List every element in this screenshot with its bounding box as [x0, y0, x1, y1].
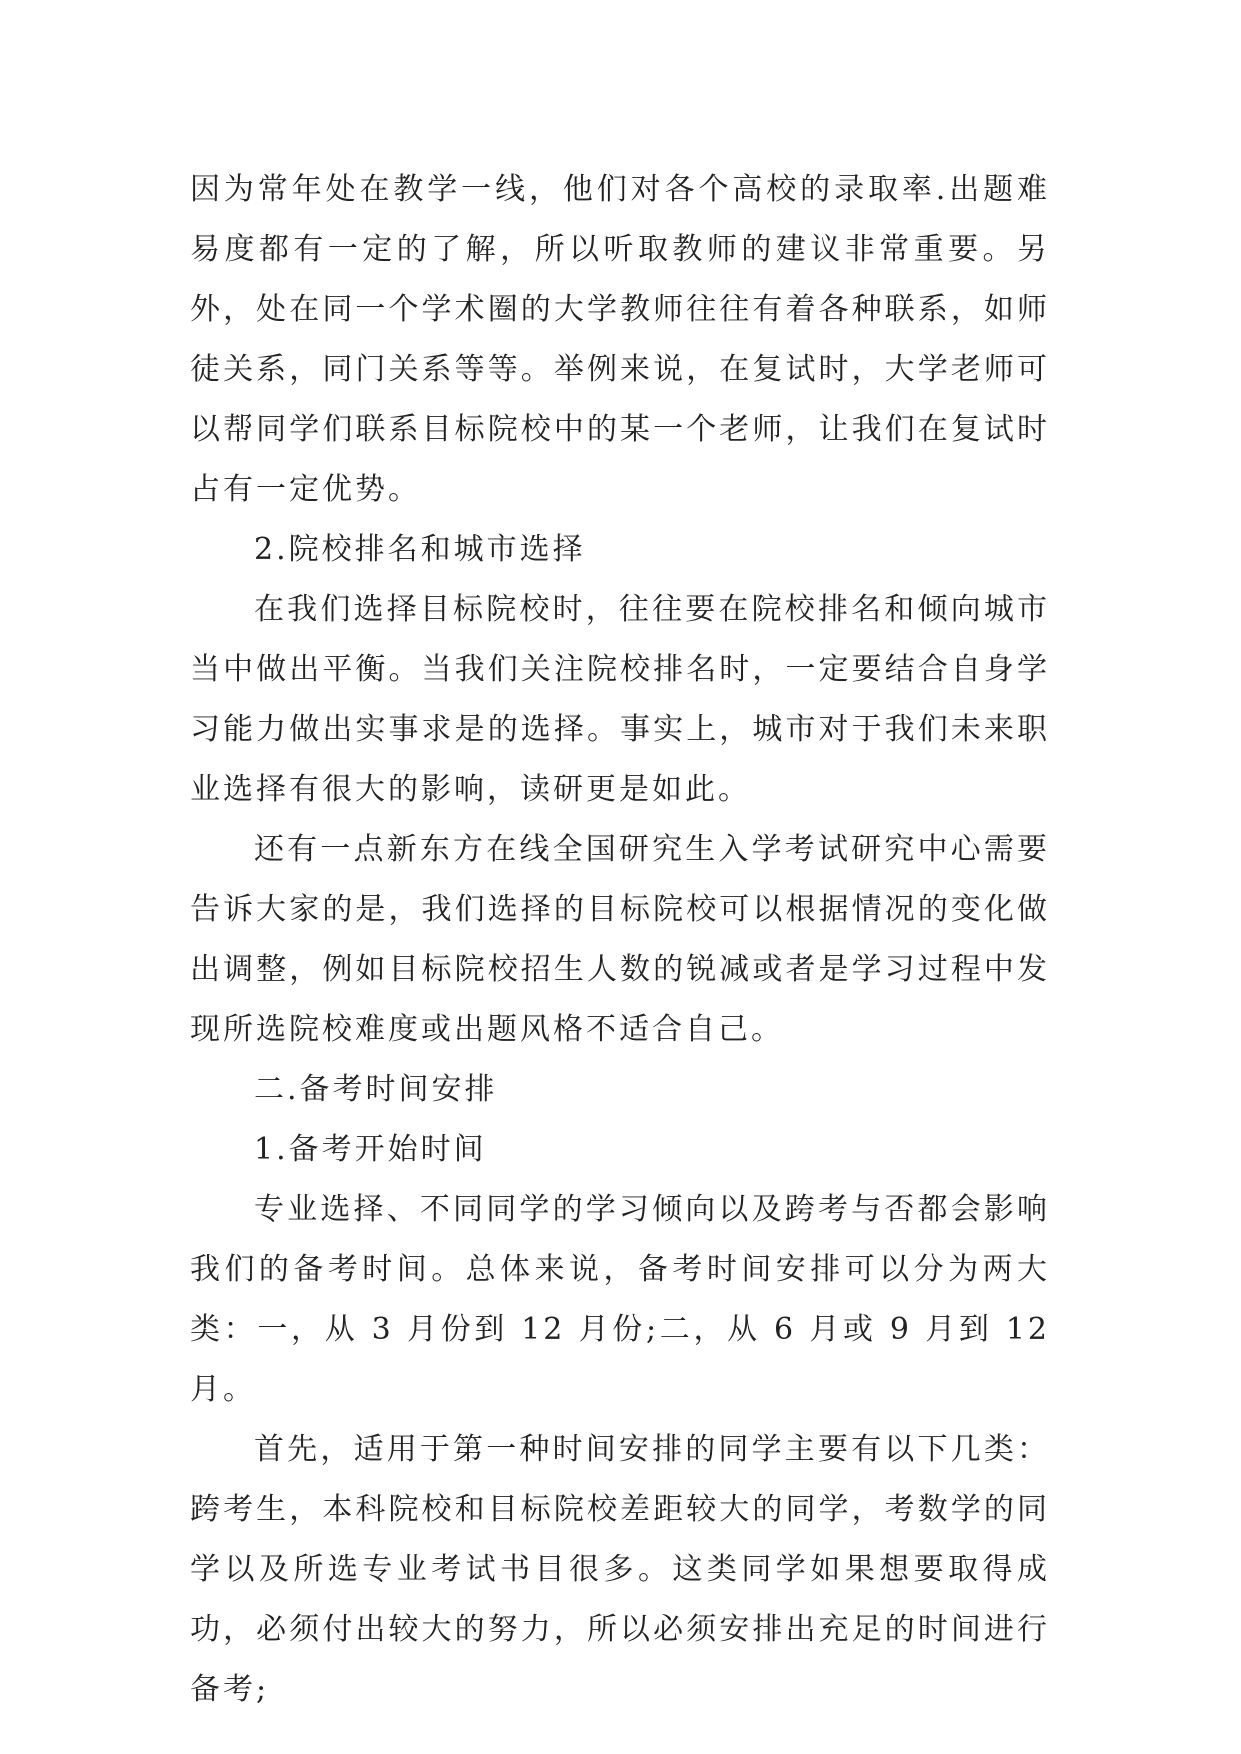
document-body	[190, 160, 1050, 1720]
paragraph-4: 专业选择、不同同学的学习倾向以及跨考与否都会影响我们的备考时间。总体来说，备考时间安排可以分为两大类：一，从 3 月份到 12 月份;二，从 6 月或 9 月到 12 月。	[190, 1192, 1050, 1407]
paragraph-1: 因为常年处在教学一线，他们对各个高校的录取率.出题难易度都有一定的了解，所以听取教师的建议非常重要。另外，处在同一个学术圈的大学教师往往有着各种联系，如师徒关系，同门关系等等。举例来说，在复试时，大学老师可以帮同学们联系目标院校中的某一个老师，让我们在复试时占有一定优势。	[190, 172, 1050, 507]
chapter-heading-2: 二.备考时间安排	[254, 1072, 498, 1107]
paragraph-5: 首先，适用于第一种时间安排的同学主要有以下几类：跨考生，本科院校和目标院校差距较大的同学，考数学的同学以及所选专业考试书目很多。这类同学如果想要取得成功，必须付出较大的努力，所以必须安排出充足的时间进行备考;	[190, 1432, 1050, 1707]
section-heading-1: 1.备考开始时间	[254, 1132, 487, 1167]
paragraph-3: 还有一点新东方在线全国研究生入学考试研究中心需要告诉大家的是，我们选择的目标院校可以根据情况的变化做出调整，例如目标院校招生人数的锐减或者是学习过程中发现所选院校难度或出题风格不适合自己。	[190, 832, 1050, 1047]
paragraph-2: 在我们选择目标院校时，往往要在院校排名和倾向城市当中做出平衡。当我们关注院校排名时，一定要结合自身学习能力做出实事求是的选择。事实上，城市对于我们未来职业选择有很大的影响，读研更是如此。	[190, 592, 1050, 807]
section-heading-2: 2.院校排名和城市选择	[254, 532, 586, 567]
